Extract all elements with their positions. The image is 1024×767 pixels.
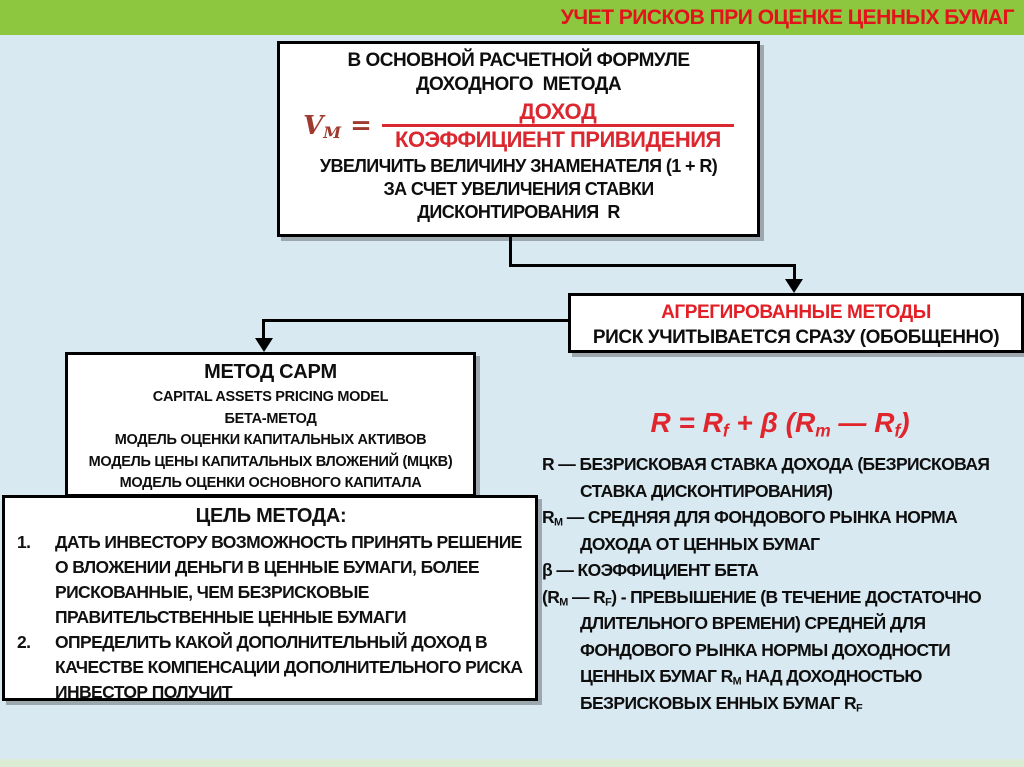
formula-note-line2: ЗА СЧЕТ УВЕЛИЧЕНИЯ СТАВКИ <box>383 179 654 199</box>
fraction-numerator: ДОХОД <box>519 99 597 124</box>
slide-title: УЧЕТ РИСКОВ ПРИ ОЦЕНКЕ ЦЕННЫХ БУМАГ <box>560 6 1014 29</box>
aggregated-methods-box <box>568 293 1024 353</box>
capm-formula: $R = R_f + \beta$ ($R_m$ — $R_f$) <box>650 407 910 441</box>
connector-line <box>262 319 265 340</box>
formula-note-line1: УВЕЛИЧИТЬ ВЕЛИЧИНУ ЗНАМЕНАТЕЛЯ (1 + R) <box>319 156 718 176</box>
connector-line <box>262 319 568 322</box>
valuation-formula <box>280 99 757 152</box>
capm-alias-line: МОДЕЛЬ ОЦЕНКИ КАПИТАЛЬНЫХ АКТИВОВ <box>114 432 427 448</box>
capm-alias-line: МОДЕЛЬ ОЦЕНКИ ОСНОВНОГО КАПИТАЛА <box>119 475 422 491</box>
capm-formula-definitions <box>542 451 1024 716</box>
income-method-formula-box <box>277 41 760 237</box>
goal-list-item <box>17 630 525 705</box>
list-item-number: 1. <box>17 532 31 552</box>
aggregated-methods-subtitle: РИСК УЧИТЫВАЕТСЯ СРАЗУ (ОБОБЩЕННО) <box>592 327 1000 348</box>
connector-line <box>509 237 512 267</box>
slide-header-banner <box>0 0 1024 35</box>
formula-note-line3: ДИСКОНТИРОВАНИЯ R <box>417 202 620 222</box>
capm-alias-line: МОДЕЛЬ ЦЕНЫ КАПИТАЛЬНЫХ ВЛОЖЕНИЙ (МЦКВ) <box>88 453 453 470</box>
fraction-denominator: КОЭФФИЦИЕНТ ПРИВИДЕНИЯ <box>395 127 721 152</box>
capm-alias-list <box>68 387 473 495</box>
formula-fraction <box>382 99 734 152</box>
capm-alias-line: БЕТА-МЕТОД <box>224 410 317 427</box>
definition-entry: R — БЕЗРИСКОВАЯ СТАВКА ДОХОДА (БЕЗРИСКОВАЯ СТАВКА ДИСКОНТИРОВАНИЯ) <box>542 454 990 501</box>
definition-entry: β — КОЭФФИЦИЕНТ БЕТА <box>542 560 759 580</box>
definition-entry: ($R_M$ — $R_F$) - ПРЕВЫШЕНИЕ (В ТЕЧЕНИЕ ДОСТАТОЧНО ДЛИТЕЛЬНОГО ВРЕМЕНИ) СРЕДНЕЙ ДЛЯ ФОНДОВОГО РЫНКА НОРМЫ ДОХОДНОСТИ ЦЕННЫХ БУМАГ $R_M$ НАД ДОХОДНОСТЬЮ БЕЗРИСКОВЫХ ЕННЫХ БУМАГ $R_F$ <box>542 586 982 715</box>
method-goal-box <box>2 495 538 701</box>
arrow-down-icon <box>255 338 273 352</box>
goal-box-title: ЦЕЛЬ МЕТОДА: <box>195 505 347 527</box>
arrow-down-icon <box>785 279 803 293</box>
capm-box-title: МЕТОД CAPM <box>204 361 337 383</box>
list-item-text: ОПРЕДЕЛИТЬ КАКОЙ ДОПОЛНИТЕЛЬНЫЙ ДОХОД В КАЧЕСТВЕ КОМПЕНСАЦИИ ДОПОЛНИТЕЛЬНОГО РИСКА ИНВЕСТОР ПОЛУЧИТ <box>55 632 523 702</box>
goal-list-item <box>17 530 525 630</box>
goal-list <box>17 530 525 705</box>
formula-box-notes <box>280 155 757 224</box>
capm-alias-line: CAPITAL ASSETS PRICING MODEL <box>152 389 389 405</box>
formula-lhs: $V_M$ = <box>303 110 372 142</box>
definition-entry: $R_M$ — СРЕДНЯЯ ДЛЯ ФОНДОВОГО РЫНКА НОРМА ДОХОДА ОТ ЦЕННЫХ БУМАГ <box>542 507 958 554</box>
formula-box-title-line2: ДОХОДНОГО МЕТОДА <box>415 74 622 95</box>
connector-line <box>509 264 796 267</box>
formula-box-title-line1: В ОСНОВНОЙ РАСЧЕТНОЙ ФОРМУЛЕ <box>347 50 690 71</box>
bottom-strip <box>0 759 1024 767</box>
list-item-text: ДАТЬ ИНВЕСТОРУ ВОЗМОЖНОСТЬ ПРИНЯТЬ РЕШЕНИЕ О ВЛОЖЕНИИ ДЕНЬГИ В ЦЕННЫЕ БУМАГИ, БОЛЕЕ РИСКОВАННЫЕ, ЧЕМ БЕЗРИСКОВЫЕ ПРАВИТЕЛЬСТВЕННЫЕ ЦЕННЫЕ БУМАГИ <box>55 532 522 627</box>
list-item-number: 2. <box>17 632 31 652</box>
aggregated-methods-title: АГРЕГИРОВАННЫЕ МЕТОДЫ <box>661 302 931 323</box>
capm-method-box <box>65 352 476 497</box>
